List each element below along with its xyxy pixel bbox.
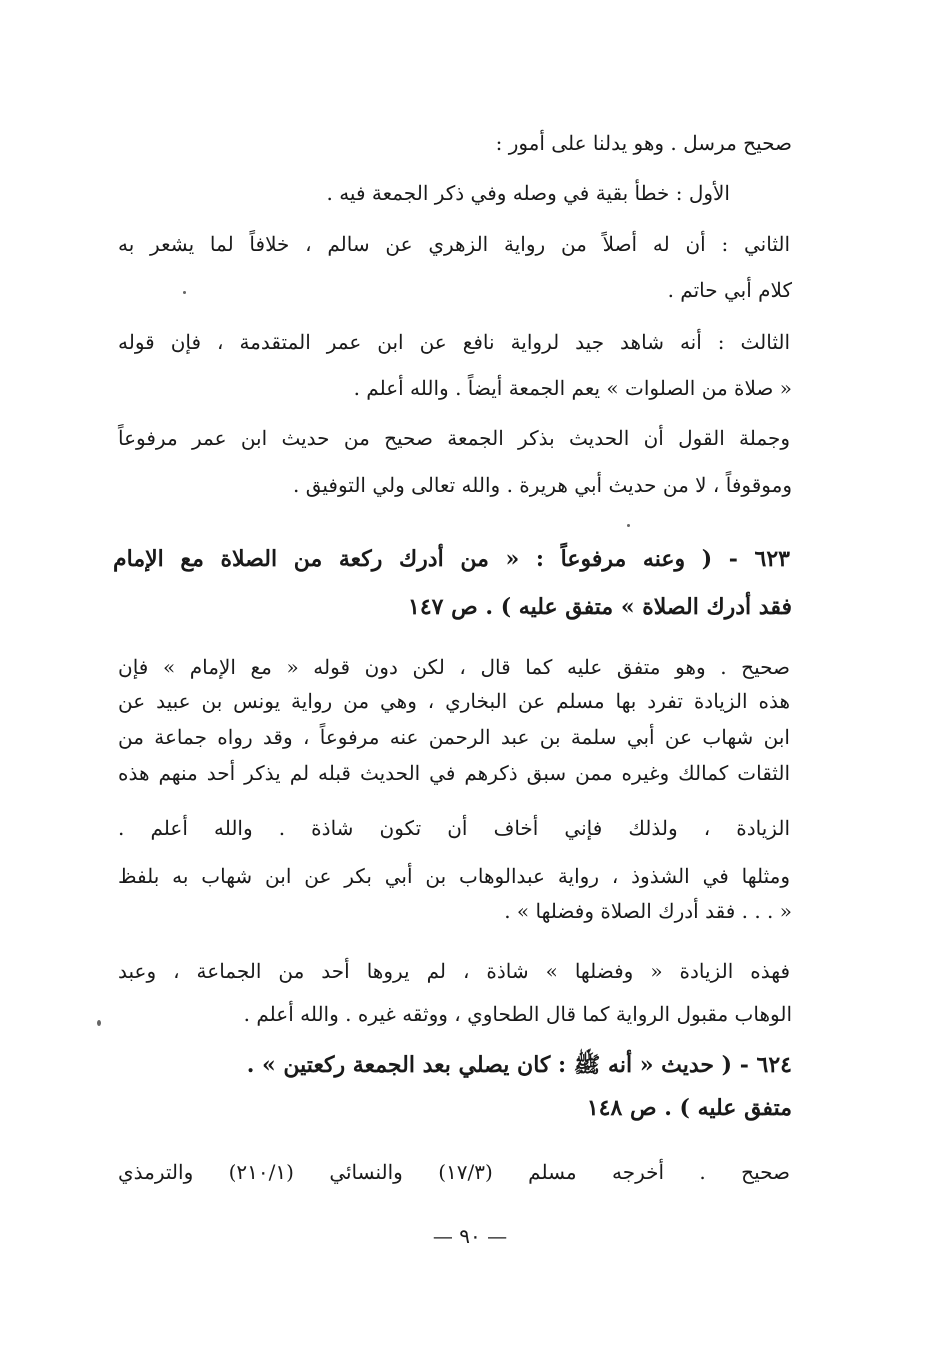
text-line: الثقات كمالك وغيره ممن سبق ذكرهم في الحديث قبله لم يذكر أحد منهم هذه [118, 761, 790, 785]
text-line: ومثلها في الشذوذ ، رواية عبدالوهاب بن أبي بكر عن ابن شهاب به بلفظ [118, 864, 790, 888]
scan-speck [97, 1020, 101, 1026]
text-line: « . . . فقد أدرك الصلاة وفضلها » . [504, 899, 792, 923]
scan-speck [627, 524, 630, 527]
hadith-heading: ٦٢٣ - ( وعنه مرفوعاً : « من أدرك ركعة من الصلاة مع الإمام [113, 546, 790, 572]
text-line: الثاني : أن له أصلاً من رواية الزهري عن سالم ، خلافاً لما يشعر به [118, 232, 790, 256]
text-line: ابن شهاب عن أبي سلمة بن عبد الرحمن عنه مرفوعاً ، وقد رواه جماعة من [118, 725, 790, 749]
text-line: الزيادة ، ولذلك فإني أخاف أن تكون شاذة . والله أعلم . [118, 816, 790, 840]
scan-speck [183, 291, 186, 294]
text-line: صحيح . أخرجه مسلم (١٧/٣) والنسائي (٢١٠/١) والترمذي [118, 1160, 790, 1184]
text-line: الوهاب مقبول الرواية كما قال الطحاوي ، ووثقه غيره . والله أعلم . [243, 1002, 792, 1026]
text-line: وجملة القول أن الحديث بذكر الجمعة صحيح من حديث ابن عمر مرفوعاً [118, 426, 790, 450]
text-line: وموقوفاً ، لا من حديث أبي هريرة . والله تعالى ولي التوفيق . [292, 473, 792, 497]
hadith-heading: ٦٢٤ - ( حديث « أنه ﷺ : كان يصلي بعد الجمعة ركعتين » . [246, 1052, 792, 1078]
text-line: فهذه الزيادة « وفضلها » شاذة ، لم يروها أحد من الجماعة ، وعبد [118, 959, 790, 983]
page-number: — ٩٠ — [432, 1224, 508, 1248]
text-line: « صلاة من الصلوات » يعم الجمعة أيضاً . والله أعلم . [353, 376, 792, 400]
text-line: صحيح مرسل . وهو يدلنا على أمور : [495, 131, 792, 155]
hadith-heading: متفق عليه ) . ص ١٤٨ [586, 1095, 792, 1121]
hadith-heading: فقد أدرك الصلاة » متفق عليه ) . ص ١٤٧ [408, 594, 792, 620]
text-line: الأول : خطأ بقية في وصله وفي ذكر الجمعة فيه . [326, 181, 730, 205]
text-line: كلام أبي حاتم . [667, 278, 792, 302]
text-line: صحيح . وهو متفق عليه كما قال ، لكن دون قوله « مع الإمام » فإن [118, 655, 790, 679]
text-line: الثالث : أنه شاهد جيد لرواية نافع عن ابن عمر المتقدمة ، فإن قوله [118, 330, 790, 354]
text-line: هذه الزيادة تفرد بها مسلم عن البخاري ، وهي من رواية يونس بن عبيد عن [118, 689, 790, 713]
